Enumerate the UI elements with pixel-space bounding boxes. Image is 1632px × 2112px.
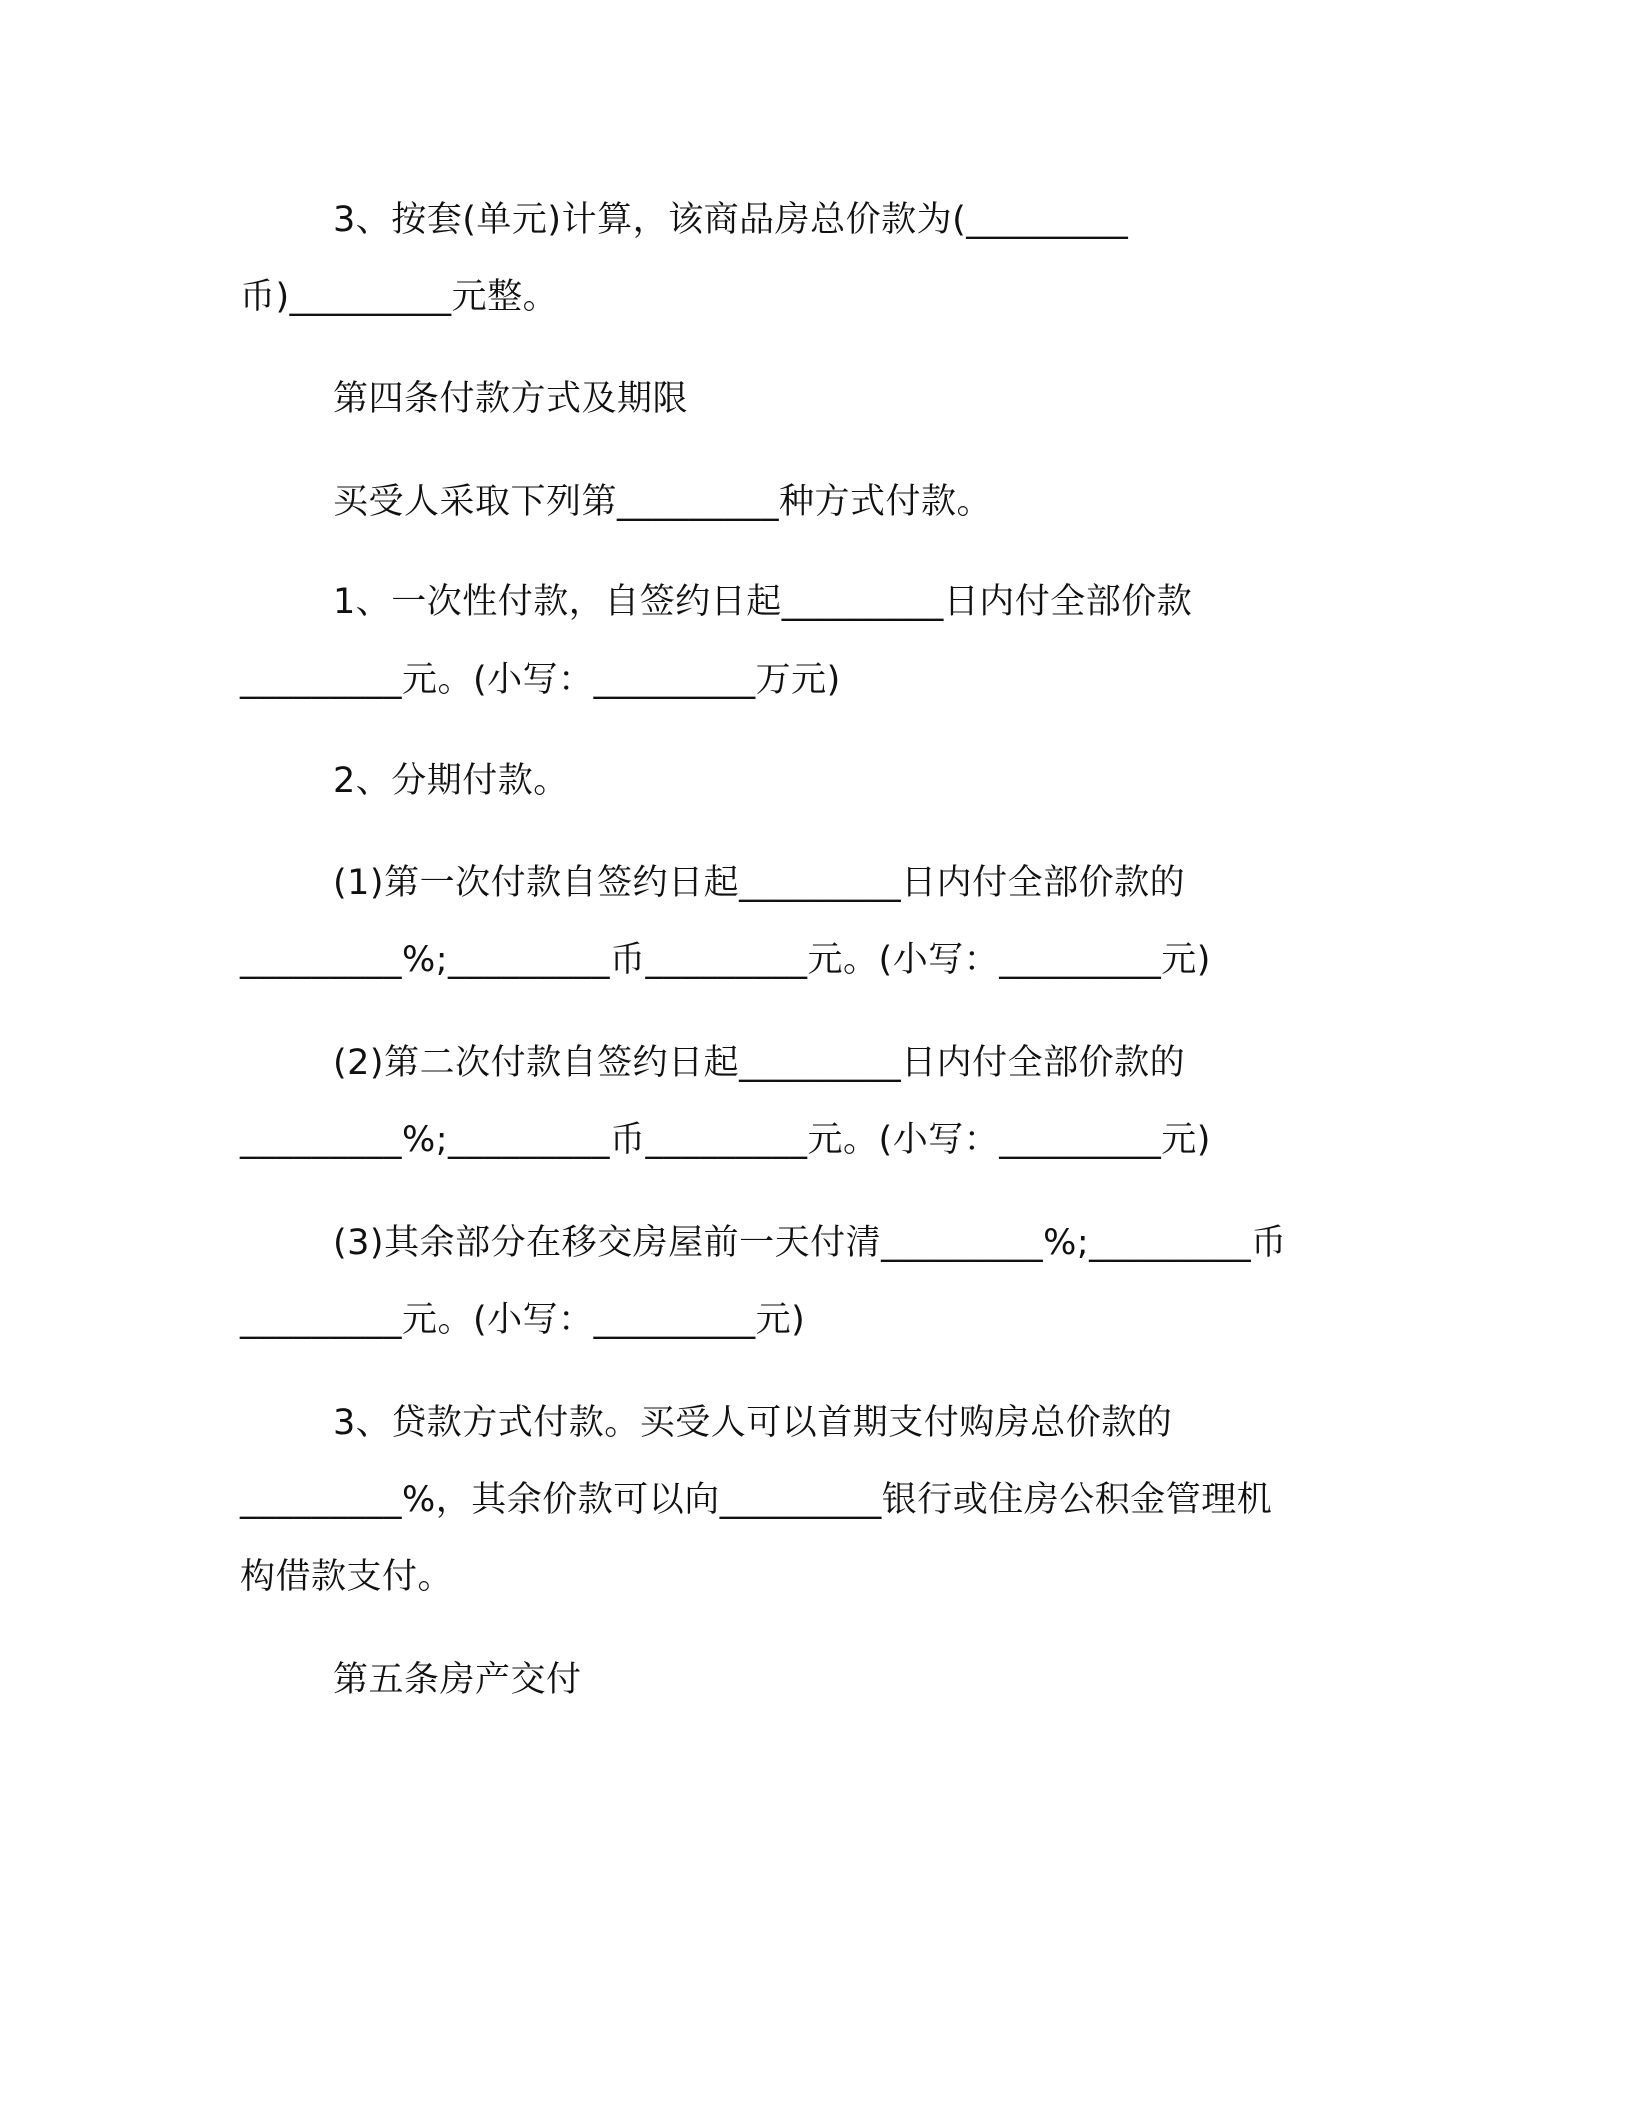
- payment-method-choice: 买受人采取下列第_________种方式付款。: [333, 482, 993, 522]
- installment-first: (1)第一次付款自签约日起_________日内付全部价款的: [333, 863, 1186, 903]
- loan-payment: 3、贷款方式付款。买受人可以首期支付购房总价款的: [333, 1403, 1173, 1443]
- one-time-payment: 1、一次性付款，自签约日起_________日内付全部价款: [333, 582, 1193, 622]
- loan-payment-end: 构借款支付。: [240, 1557, 454, 1597]
- installment-remainder-cont: _________元。(小写：_________元): [240, 1300, 806, 1340]
- article-4-heading: 第四条付款方式及期限: [333, 379, 689, 419]
- clause-3-total-price: 3、按套(单元)计算，该商品房总价款为(_________: [333, 200, 1129, 240]
- installment-first-cont: _________%;_________币_________元。(小写：_________元): [240, 940, 1211, 980]
- installment-second-cont: _________%;_________币_________元。(小写：_________元): [240, 1120, 1211, 1160]
- clause-3-total-price-cont: 币)_________元整。: [240, 277, 559, 317]
- one-time-payment-cont: _________元。(小写：_________万元): [240, 660, 841, 700]
- article-5-heading: 第五条房产交付: [333, 1660, 582, 1700]
- loan-payment-cont: _________%，其余价款可以向_________银行或住房公积金管理机: [240, 1480, 1273, 1520]
- installment-second: (2)第二次付款自签约日起_________日内付全部价款的: [333, 1043, 1186, 1083]
- installment-remainder: (3)其余部分在移交房屋前一天付清_________%;_________币: [333, 1223, 1287, 1263]
- installment-payment: 2、分期付款。: [333, 761, 569, 801]
